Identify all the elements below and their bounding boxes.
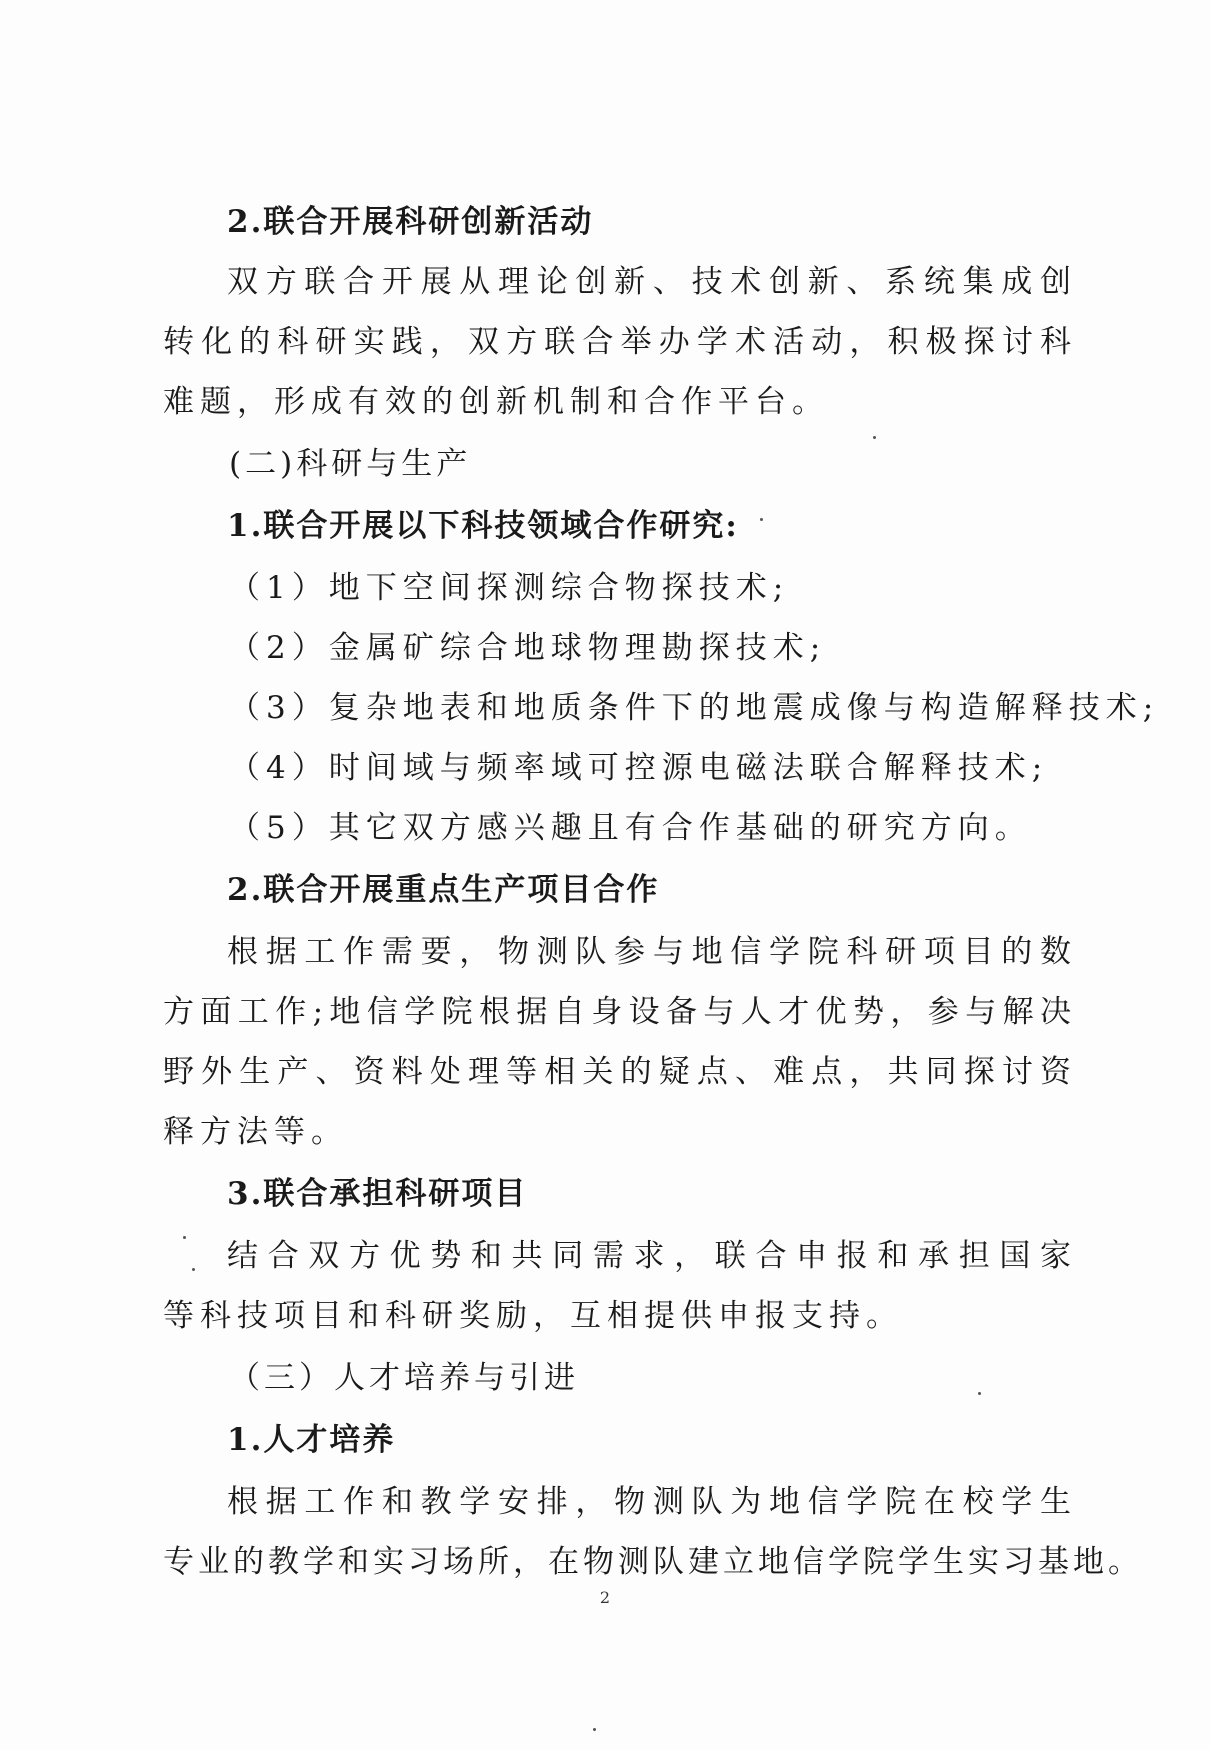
paragraph-line: 难题，形成有效的创新机制和合作平台。 — [163, 384, 829, 420]
paragraph-line: 释方法等。 — [163, 1114, 348, 1150]
scan-speck — [192, 1268, 195, 1271]
scan-speck — [760, 518, 763, 521]
scan-speck — [978, 1392, 981, 1395]
list-item: （3）复杂地表和地质条件下的地震成像与构造解释技术; — [229, 690, 1160, 726]
scan-speck — [183, 1236, 186, 1239]
heading-tech-field-cooperation: 1.联合开展以下科技领域合作研究: — [227, 508, 739, 544]
paragraph-line: 野外生产、资料处理等相关的疑点、难点，共同探讨资 — [163, 1054, 1077, 1090]
heading-talent-training: 1.人才培养 — [227, 1422, 396, 1458]
list-item: （4）时间域与频率域可控源电磁法联合解释技术; — [229, 750, 1049, 786]
paragraph-line: 等科技项目和科研奖励，互相提供申报支持。 — [163, 1298, 903, 1334]
scan-speck — [873, 436, 876, 439]
scan-speck — [593, 1728, 596, 1731]
paragraph-line: 根据工作需要，物测队参与地信学院科研项目的数 — [227, 934, 1077, 970]
heading-key-production-projects: 2.联合开展重点生产项目合作 — [227, 872, 660, 908]
list-item: （2）金属矿综合地球物理勘探技术; — [229, 630, 827, 666]
list-item: （1）地下空间探测综合物探技术; — [229, 570, 790, 606]
heading-joint-research-innovation: 2.联合开展科研创新活动 — [227, 204, 594, 240]
paragraph-line: 双方联合开展从理论创新、技术创新、系统集成创 — [227, 264, 1077, 300]
list-item: （5）其它双方感兴趣且有合作基础的研究方向。 — [229, 810, 1032, 846]
heading-joint-research-projects: 3.联合承担科研项目 — [227, 1176, 528, 1212]
paragraph-line: 根据工作和教学安排，物测队为地信学院在校学生 — [227, 1484, 1077, 1520]
paragraph-line: 结合双方优势和共同需求，联合申报和承担国家 — [227, 1238, 1077, 1274]
paragraph-line: 专业的教学和实习场所，在物测队建立地信学院学生实习基地。 — [163, 1544, 1143, 1580]
section-heading-research-production: (二)科研与生产 — [229, 446, 472, 482]
paragraph-line: 转化的科研实践，双方联合举办学术活动，积极探讨科 — [163, 324, 1077, 360]
page-number: 2 — [599, 1588, 611, 1607]
paragraph-line: 方面工作;地信学院根据自身设备与人才优势，参与解决 — [163, 994, 1077, 1030]
section-heading-talent: （三）人才培养与引进 — [229, 1360, 579, 1396]
